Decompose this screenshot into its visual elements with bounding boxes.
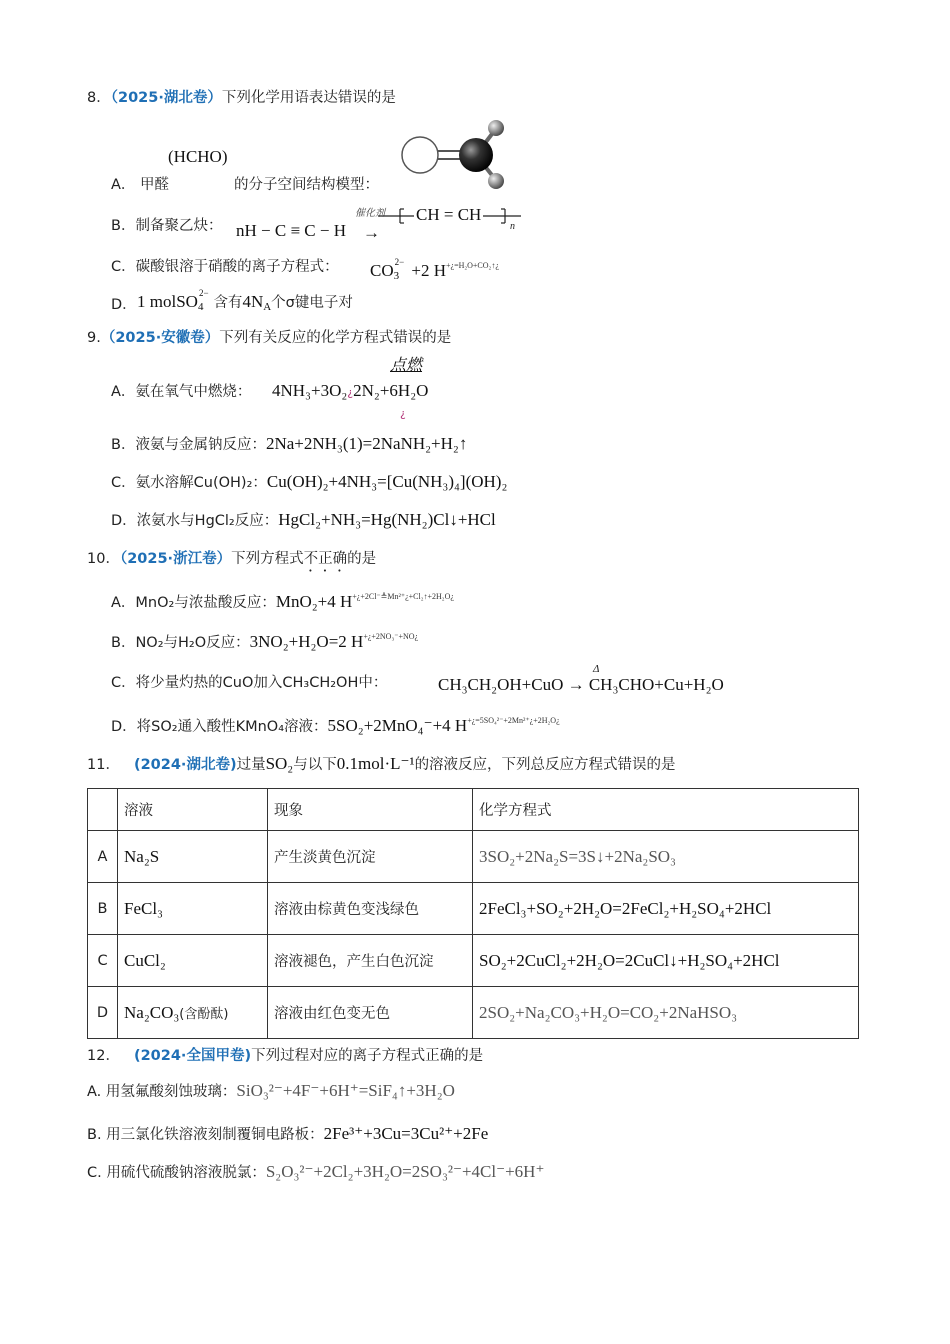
q8-d-text: 1 molSO$_4$ 2− 含有$4N_A$个σ键电子对 [137,288,353,313]
hydrogen-atom [488,173,504,189]
q8-b-n: n [510,221,515,232]
q8-option-a: A． 甲醛 [111,177,170,193]
table-header: 溶液 [118,789,268,831]
formaldehyde-model-image [398,118,513,193]
table-row: C CuCl₂ 溶液褪色，产生白色沉淀 SO₂+2CuCl₂+2H₂O=2CuCl↓+H₂SO₄+2HCl [88,935,859,987]
table-row: A Na₂S 产生淡黄色沉淀 3SO₂+2Na₂S=3S↓+2Na₂SO₃ [88,831,859,883]
q12-option-a: A. 用氢氟酸刻蚀玻璃：SiO₃²⁻+4F⁻+6H⁺=SiF₄↑+3H₂O [87,1081,455,1100]
q8-b-arrow: → [363,223,380,242]
emphasis-text: 不正确 [303,551,348,567]
q10-option-a: A．MnO₂与浓盐酸反应：MnO₂+4 $H^{+¿+2Cl^-≜Mn^{2+}¿+Cl_2↑+2H_2O¿}$ [111,592,454,611]
q9-a-glitch: ¿ [400,407,406,420]
q9-stem: 9.（2025·安徽卷）下列有关反应的化学方程式错误的是 [87,330,452,346]
q8-option-c: C．碳酸银溶于硝酸的离子方程式： [111,259,339,275]
question-number: 8． [87,90,111,106]
q9-option-d: D．浓氨水与HgCl₂反应：HgCl₂+NH₃=Hg(NH₂)Cl↓+HCl [111,510,496,529]
q10-option-b: B．NO₂与H₂O反应：3NO₂+H₂O=2 $H^{+¿+2NO_3^-+NO¿}$ [111,632,419,651]
oxygen-atom [402,137,438,173]
q8-option-a-desc: 的分子空间结构模型： [234,177,379,193]
q9-option-c: C．氨水溶解Cu(OH)₂：Cu(OH)₂+4NH₃=[Cu(NH₃)₄](OH)₂ [111,472,508,491]
q8-c-equation: $CO_3$ 2− +2 $H^{+¿=H_2O+CO_2↑¿}$ [370,257,499,282]
q8-a-formula: (HCHO) [168,147,228,166]
q9-a-equation: 4NH₃+3O₂¿2N₂+6H₂O [272,381,429,400]
q12-option-b: B. 用三氯化铁溶液刻制覆铜电路板：2Fe³⁺+3Cu=3Cu²⁺+2Fe [87,1124,489,1143]
q10-c-delta: Δ [593,663,600,675]
q10-c-equation: CH₃CH₂OH+CuO → CH₃CHO+Cu+H₂O [438,675,724,694]
q10-stem: 10．（2025·浙江卷）下列方程式不正确的是 [87,551,377,567]
q10-option-d: D．将SO₂通入酸性KMnO₄溶液：5SO₂+2MnO₄⁻+4 $H^{+¿=5SO_4^{2-}+2Mn^{2+}¿+2H_2O¿}$ [111,716,560,735]
q8-b-product: CH = CH [416,205,482,224]
q9-option-b: B．液氨与金属钠反应：2Na+2NH₃(1)=2NaNH₂+H₂↑ [111,434,468,453]
table-row: B FeCl₃ 溶液由棕黄色变浅绿色 2FeCl₃+SO₂+2H₂O=2FeCl₂+H₂SO₄+2HCl [88,883,859,935]
q8-option-b: B．制备聚乙炔： [111,218,223,234]
q9-option-a: A．氨在氧气中燃烧： [111,384,252,400]
q11-stem: 11． (2024·湖北卷)过量SO₂与以下0.1mol·L⁻¹的溶液反应，下列总反应方程式错误的是 [87,754,676,773]
table-row: D Na₂CO₃(含酚酞) 溶液由红色变无色 2SO₂+Na₂CO₃+H₂O=CO₂+2NaHSO₃ [88,987,859,1039]
source-tag: （2025·湖北卷） [110,90,222,106]
q10-option-c: C．将少量灼热的CuO加入CH₃CH₂OH中： [111,675,388,691]
carbon-atom [459,138,493,172]
question-text: 下列化学用语表达错误的是 [221,90,396,106]
table-header: 化学方程式 [473,789,859,831]
table-header-row [88,789,859,831]
hydrogen-atom [488,120,504,136]
q9-a-condition: 点燃 [390,357,423,374]
q8-b-catalyst: 催化剂 [355,208,385,219]
q12-stem: 12． (2024·全国甲卷)下列过程对应的离子方程式正确的是 [87,1048,484,1064]
table-header: 现象 [268,789,473,831]
q8-option-d: D． [111,297,137,313]
q8-stem [87,88,396,108]
table-header [88,789,118,831]
q8-b-equation-left: nH − C ≡ C − H [236,221,346,240]
reaction-table [87,788,859,1039]
q12-option-c: C. 用硫代硫酸钠溶液脱氯：S₂O₃²⁻+2Cl₂+3H₂O=2SO₃²⁻+4Cl⁻+6H⁺ [87,1162,545,1181]
